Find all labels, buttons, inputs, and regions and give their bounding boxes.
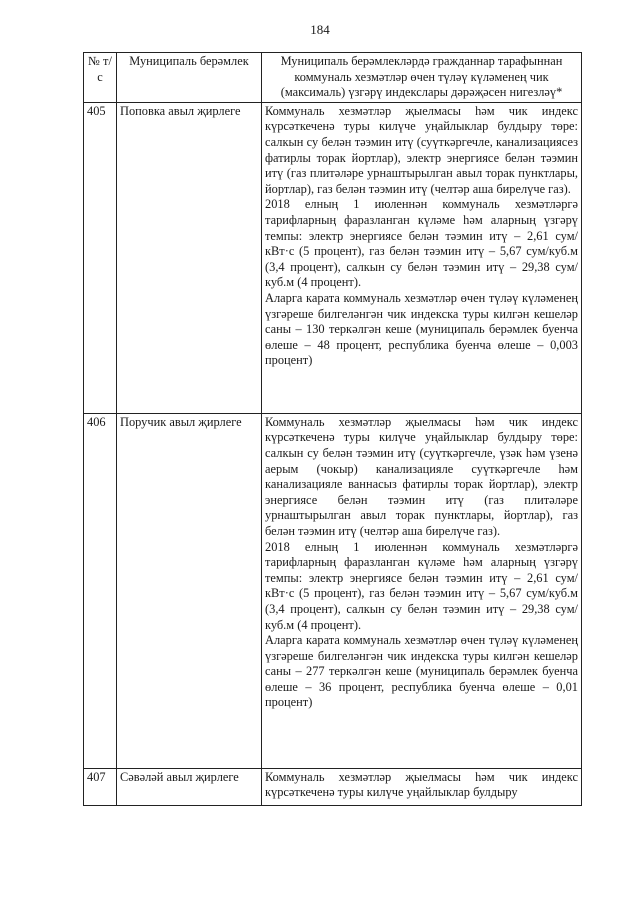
row-number: 406	[84, 413, 117, 768]
row-municipality: Поручик авыл җирлеге	[117, 413, 262, 768]
table-row	[84, 768, 582, 805]
row-description	[262, 413, 582, 768]
table-row	[84, 413, 582, 768]
row-number: 405	[84, 102, 117, 413]
municipality-table	[83, 52, 582, 806]
description-paragraph: Аларга карата коммуналь хезмәтләр өчен түләү күләменең үзгәреше билгеләнгән чик индекска туры килгән кешеләр саны – 277 теркәлгән кеше (муниципаль берәмлек буенча өлеше – 36 процент, республика буенча өлеше – 0,01 процент)	[265, 633, 578, 710]
description-paragraph: 2018 елның 1 июленнән коммуналь хезмәтләргә тарифларның фаразланган күләме һәм аларның үзгәрү темпы: электр энергиясе белән тәэмин итү – 2,61 сум/кВт·с (5 процент), газ белән тәэмин итү – 5,67 сум/куб.м (3,4 процент), салкын су белән тәэмин итү – 29,38 сум/куб.м (4 процент).	[265, 197, 578, 290]
table-header-row	[84, 53, 582, 103]
description-paragraph: Аларга карата коммуналь хезмәтләр өчен түләү күләменең үзгәреше билгеләнгән чик индекска туры килгән кешеләр саны – 130 теркәлгән кеше (муниципаль берәмлек буенча өлеше – 48 процент, республика буенча өлеше – 0,003 процент)	[265, 290, 578, 368]
description-paragraph: Коммуналь хезмәтләр җыелмасы һәм чик индекс күрсәткеченә туры килүче уңайлыклар булдыру	[265, 769, 578, 800]
description-paragraph: Коммуналь хезмәтләр җыелмасы һәм чик индекс күрсәткеченә туры килүче уңайлыклар булдыру төре: салкын су белән тәэмин итү (суүткәргечле, канализациясез фатирлы торак йортлар), электр энергиясе белән тәэмин итү (газ плитәләре урнаштырылган авыл торак пунктлары, йортлар), газ белән тәэмин итү (челтәр аша бирелүче газ).	[265, 103, 578, 196]
row-description	[262, 102, 582, 413]
page-number: 184	[310, 22, 330, 37]
table-row	[84, 102, 582, 413]
row-number: 407	[84, 768, 117, 805]
description-paragraph: 2018 елның 1 июленнән коммуналь хезмәтләргә тарифларның фаразланган күләме һәм аларның үзгәрү темпы: электр энергиясе белән тәэмин итү – 2,61 сум/кВт·с (5 процент), газ белән тәэмин итү – 5,67 сум/куб.м (3,4 процент), салкын су белән тәэмин итү – 29,38 сум/куб.м (4 процент).	[265, 539, 578, 632]
row-municipality: Сәвәләй авыл җирлеге	[117, 768, 262, 805]
row-municipality: Поповка авыл җирлеге	[117, 102, 262, 413]
header-description: Муниципаль берәмлекләрдә гражданнар тарафыннан коммуналь хезмәтләр өчен түләү күләменең чик (максималь) үзгәрү индекслары дәрәҗәсен нигезләү*	[262, 53, 582, 103]
row-description	[262, 768, 582, 805]
header-number: № т/с	[84, 53, 117, 103]
description-paragraph: Коммуналь хезмәтләр җыелмасы һәм чик индекс күрсәткеченә туры килүче уңайлыклар булдыру төре: салкын су белән тәэмин итү (суүткәргечле, үзәк һәм үзенә аерым (чокыр) канализацияле суүткәргечле һәм канализацияле ваннасыз фатирлы торак йортлар), электр энергиясе белән тәэмин итү (газ плитәләре урнаштырылган авыл торак пунктлары, йортлар), газ белән тәэмин итү (челтәр аша бирелүче газ).	[265, 414, 578, 538]
header-municipality: Муниципаль берәмлек	[117, 53, 262, 103]
